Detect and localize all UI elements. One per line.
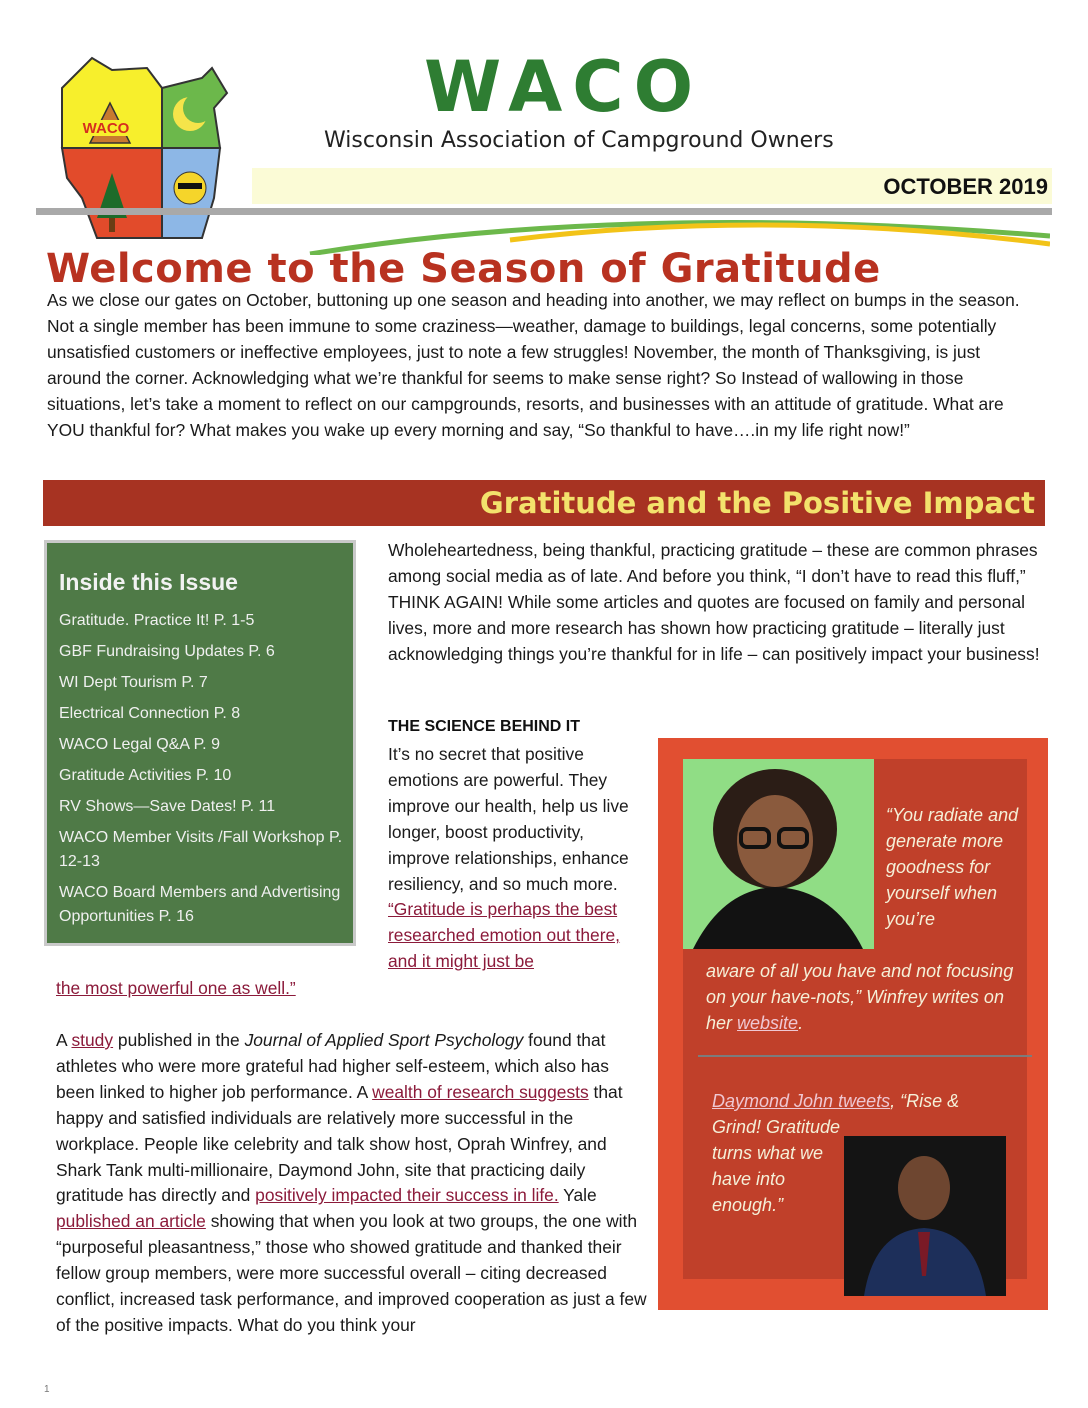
journal-name: Journal of Applied Sport Psychology	[244, 1030, 524, 1050]
page-number: 1	[44, 1384, 50, 1395]
study-link[interactable]: study	[71, 1030, 114, 1050]
science-quote-continuation	[56, 976, 296, 1002]
study-text: Yale	[558, 1185, 597, 1206]
science-heading: THE SCIENCE BEHIND IT	[388, 718, 581, 735]
study-text: A	[56, 1030, 72, 1050]
study-text: that happy and satisfied individuals are relatively more successful in the workplace. People like celebrity and talk show host, Oprah Winfrey, and Shark Tank multi-millionaire, Daymond John, site that practicing daily gratitude has directly and	[56, 1081, 623, 1206]
intro-paragraph: As we close our gates on October, buttoning up one season and heading into another, we may reflect on bumps in the season. Not a single member has been immune to some craziness—weather, damage to buildings, legal concerns, some potentially unsatisfied customers or ineffective employees, just to note a few struggles! November, the month of Thanksgiving, is just around the corner. Acknowledging what we’re thankful for seems to make sense right? So Instead of wallowing in those situations, let’s take a moment to reflect on our campgrounds, resorts, and businesses with an attitude of gratitude. What are YOU thankful for? What makes you wake up every morning and say, “So thankful to have….in my life right now!”	[47, 290, 1020, 440]
oprah-website-link[interactable]: website	[737, 1013, 799, 1033]
wisconsin-map-logo-icon	[52, 48, 252, 248]
contents-item: Electrical Connection P. 8	[59, 705, 241, 722]
daymond-quote-lead	[712, 1088, 1002, 1114]
science-text: It’s no secret that positive emotions are powerful. They improve our health, help us live longer, boost productivity, improve relationships, enhance resiliency, and so much more.	[388, 744, 629, 894]
quote-divider	[698, 1055, 1032, 1057]
inside-this-issue-box	[44, 540, 356, 946]
lead-paragraph: Wholeheartedness, being thankful, practicing gratitude – these are common phrases among social media as of late. And before you think, “I don’t have to read this fluff,” THINK AGAIN! While some articles and quotes are focused on family and personal lives, more and more research has shown how practicing gratitude – literally just acknowledging things you’re thankful for in life – can positively impact your business!	[388, 540, 1040, 664]
contents-item: WACO Board Members and Advertising Opportunities P. 16	[59, 884, 341, 925]
contents-item: GBF Fundraising Updates P. 6	[59, 643, 275, 660]
study-text: found that athletes who were more grateful had higher self-esteem, which also has been linked to higher job performance. A	[56, 1030, 609, 1102]
success-link[interactable]: positively impacted their success in life.	[255, 1185, 559, 1206]
daymond-tweets-link[interactable]: Daymond John tweets	[712, 1091, 891, 1111]
oprah-quote-text: aware of all you have and not focusing on your have-nots,” Winfrey writes on her	[706, 961, 1014, 1033]
masthead-subtitle: Wisconsin Association of Campground Owners	[324, 128, 834, 153]
headline: Welcome to the Season of Gratitude	[46, 246, 881, 292]
daymond-john-photo	[844, 1136, 1006, 1296]
portrait-icon	[683, 759, 874, 949]
study-text: published in the	[113, 1030, 245, 1050]
sidebar-title: Inside this Issue	[59, 569, 238, 595]
portrait-icon	[844, 1136, 1006, 1296]
masthead-title: WACO	[424, 46, 704, 128]
study-text: showing that when you look at two groups, the one with “purposeful pleasantness,” those who showed gratitude and thanked their fellow group members, were more successful overall – citing decreased conflict, increased task performance, and improved cooperation as just a few of the positive impacts. What do you think your	[56, 1211, 647, 1335]
daymond-quote-text: , “Rise &	[890, 1091, 960, 1111]
issue-date: OCTOBER 2019	[883, 174, 1048, 199]
yale-article-link[interactable]: published an article	[56, 1211, 206, 1232]
gratitude-quote-link[interactable]: “Gratitude is perhaps the best researched emotion out there, and it might just be	[388, 899, 621, 972]
section-bar	[43, 480, 1045, 526]
study-paragraph	[56, 1028, 652, 1339]
section-title: Gratitude and the Positive Impact	[479, 486, 1035, 520]
contents-item: RV Shows—Save Dates! P. 11	[59, 798, 276, 815]
waco-logo	[52, 48, 252, 248]
issue-contents-list	[59, 609, 349, 936]
research-link[interactable]: wealth of research suggests	[372, 1081, 589, 1102]
contents-item: WACO Legal Q&A P. 9	[59, 736, 220, 753]
gratitude-quote-link-end[interactable]: the most powerful one as well.”	[56, 978, 296, 998]
oprah-quote-period: .	[798, 1013, 804, 1033]
svg-text:WACO: WACO	[82, 120, 130, 137]
contents-item: Gratitude. Practice It! P. 1-5	[59, 612, 255, 629]
oprah-quote-end	[706, 958, 1026, 1036]
contents-item: WACO Member Visits /Fall Workshop P. 12-13	[59, 829, 343, 870]
daymond-quote-body: Grind! Gratitude turns what we have into enough.”	[712, 1117, 841, 1215]
contents-item: WI Dept Tourism P. 7	[59, 674, 208, 691]
science-paragraph	[388, 742, 650, 975]
oprah-quote-start: “You radiate and generate more goodness for yourself when you’re	[886, 805, 1019, 929]
contents-item: Gratitude Activities P. 10	[59, 767, 232, 784]
oprah-winfrey-photo	[683, 759, 874, 949]
